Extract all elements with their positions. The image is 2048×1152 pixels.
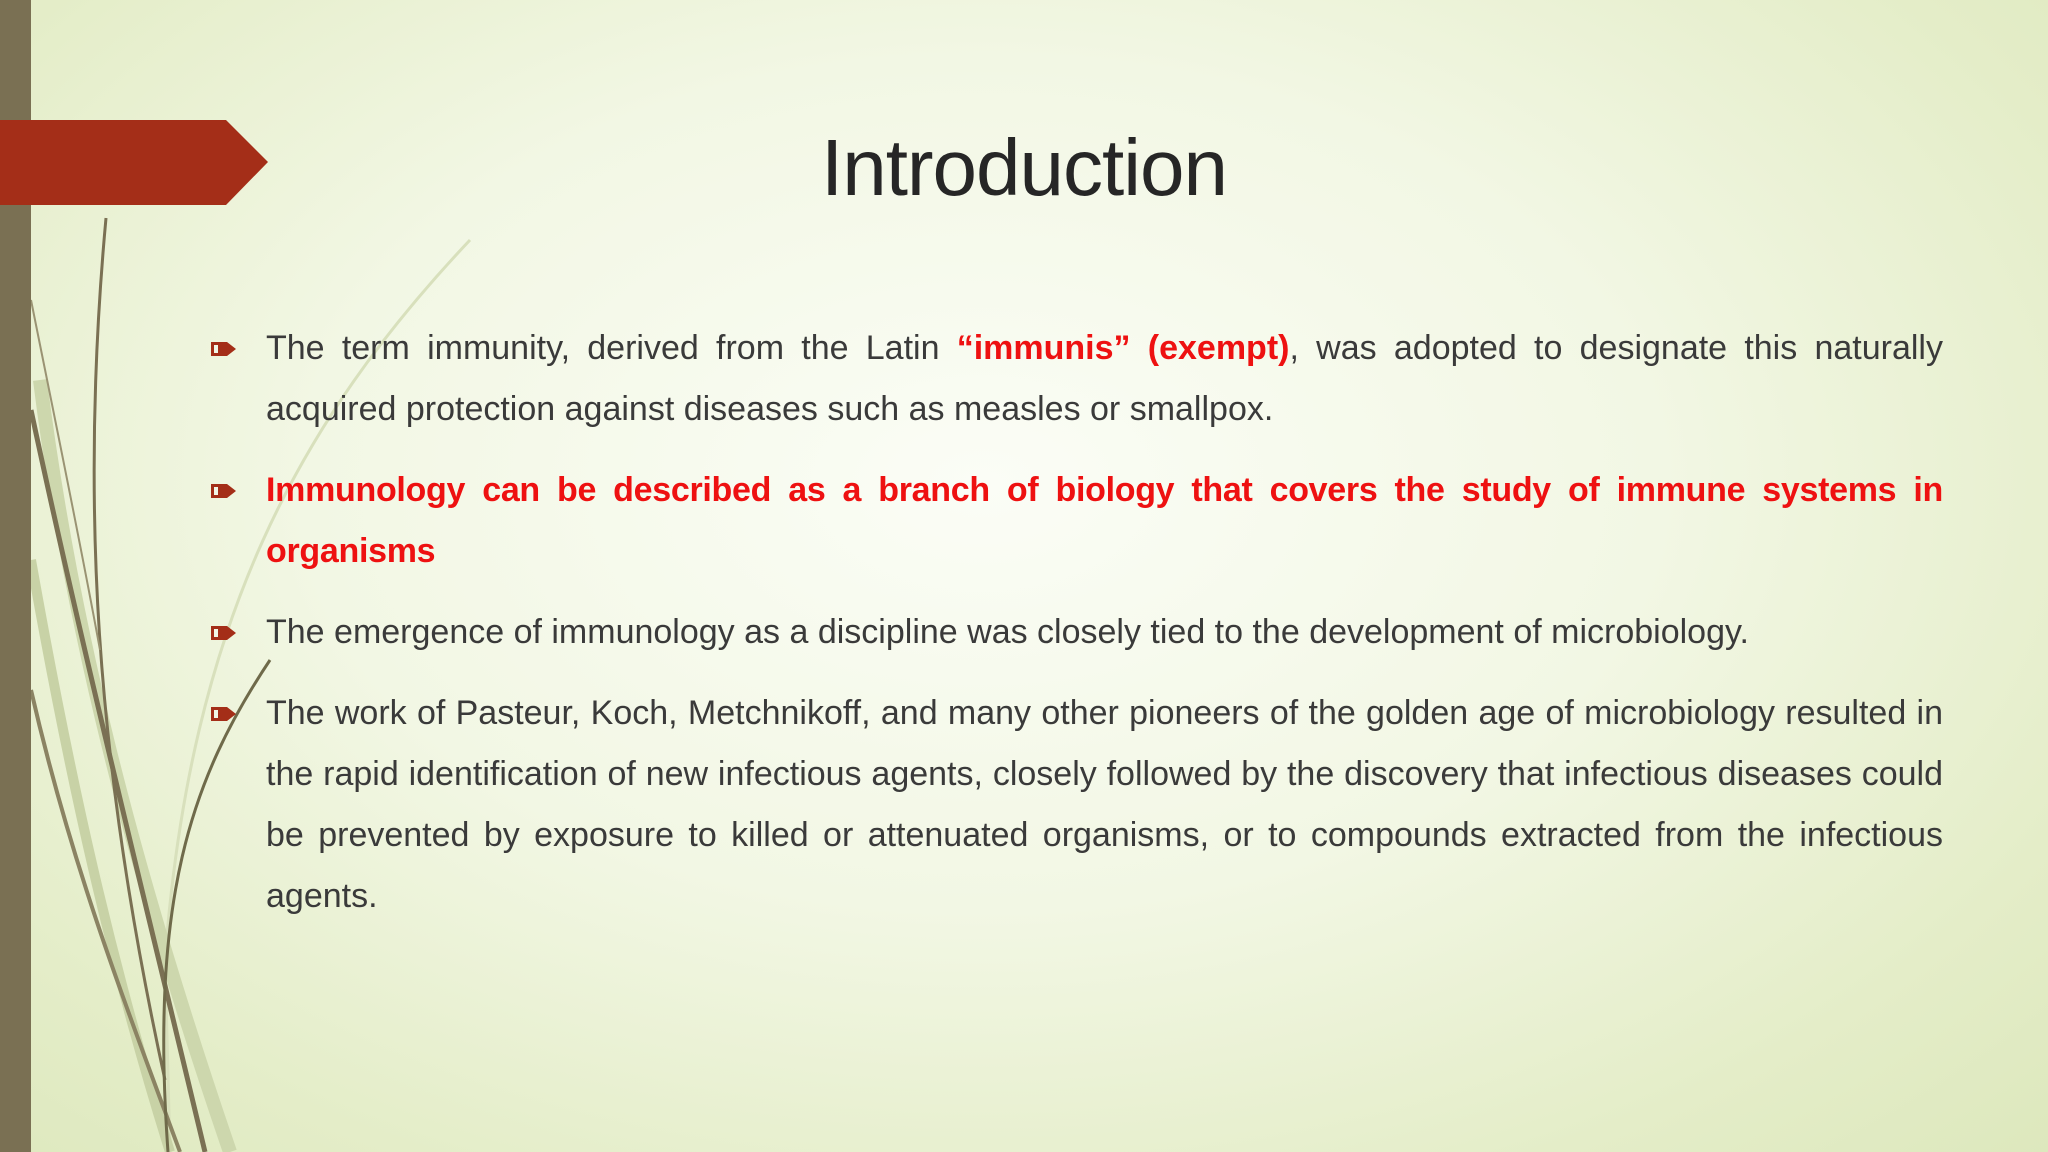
bullet-1-text-a: The term immunity, derived from the Latin — [266, 329, 957, 367]
bullet-2-text: Immunology can be described as a branch of biology that covers the study of immune systems in organisms — [266, 471, 1943, 570]
slide-title-text: Introduction — [820, 123, 1228, 212]
slide-title — [0, 118, 2048, 218]
bullet-3-text: The emergence of immunology as a discipline was closely tied to the development of microbiology. — [266, 613, 1749, 651]
bullet-1-highlight: “immunis” (exempt) — [956, 329, 1290, 367]
bullet-1-text-b: , was adopted to designate this naturally acquired protection against diseases such as measles or smallpox. — [266, 329, 1943, 428]
bullet-item-3 — [208, 602, 1943, 663]
bullet-4-text: The work of Pasteur, Koch, Metchnikoff, and many other pioneers of the golden age of microbiology resulted in the rapid identification of new infectious agents, closely followed by the discovery that infectious diseases could be prevented by exposure to killed or attenuated organisms, or to compounds extracted from the infectious agents. — [266, 694, 1943, 915]
bullet-item-2 — [208, 460, 1943, 582]
arrow-bullet-icon — [211, 624, 237, 642]
arrow-bullet-icon — [211, 340, 237, 358]
bullet-item-4 — [208, 683, 1943, 927]
arrow-bullet-icon — [211, 705, 237, 723]
arrow-bullet-icon — [211, 482, 237, 500]
bullet-item-1 — [208, 318, 1943, 440]
bullet-list — [208, 318, 1943, 947]
